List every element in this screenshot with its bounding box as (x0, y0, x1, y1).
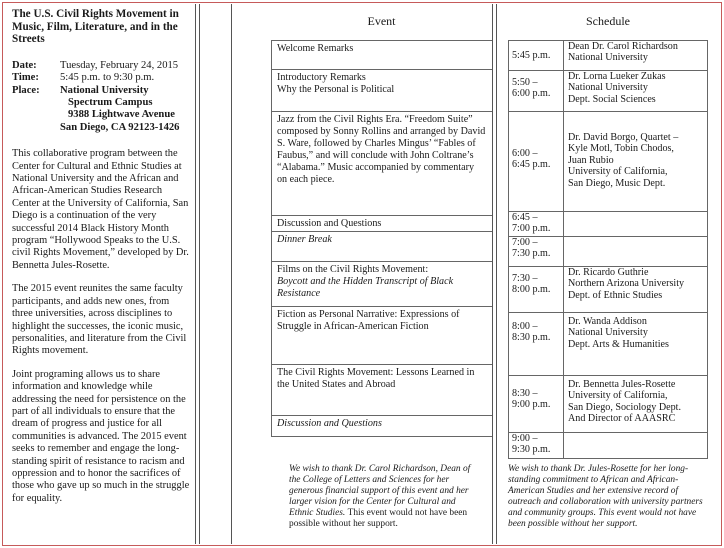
intro-paragraph: The 2015 event reunites the same faculty participants, and adds new ones, from three universities, across disciplines to highlight the successes, the iconic music, personalities, and literature from the Civil Rights movement. (12, 283, 187, 357)
schedule-row (508, 375, 708, 432)
schedule-presenter: Dr. David Borgo, Quartet – Kyle Motl, Tobin Chodos, Juan Rubio University of California, San Diego, Music Dept. (564, 112, 708, 211)
thanks-note-dean: We wish to thank Dr. Carol Richardson, Dean of the College of Letters and Sciences for her generous financial support of this event and her larger vision for the Center for Cultural and Ethnic Studies. This event would not have been possible without her support. (289, 464, 471, 529)
schedule-time: 6:45 – 7:00 p.m. (508, 212, 564, 236)
intro-column (12, 8, 190, 516)
fold-line-1 (195, 4, 200, 544)
schedule-row (508, 40, 708, 70)
schedule-time: 7:30 – 8:00 p.m. (508, 267, 564, 312)
schedule-time: 8:30 – 9:00 p.m. (508, 376, 564, 432)
intro-paragraph: Joint programing allows us to share information and knowledge while addressing the need for persistence on the part of all individuals to ensure that the dream of progress and justice for all communities is advanced. The 2015 event seeks to remember and engage the long-standing spirit of resistance to racism and oppression and to honor the sacrifices of those who gave up so much in the struggle for equality. (12, 368, 190, 504)
fold-line-2 (492, 4, 497, 544)
schedule-table (508, 40, 708, 459)
date-label: Date: (12, 59, 37, 71)
time-label: Time: (12, 72, 39, 84)
event-item: Introductory Remarks Why the Personal is Political (271, 69, 492, 111)
schedule-row (508, 432, 708, 459)
schedule-time: 8:00 – 8:30 p.m. (508, 313, 564, 375)
schedule-presenter (564, 433, 708, 458)
schedule-time: 9:00 – 9:30 p.m. (508, 433, 564, 458)
schedule-presenter: Dr. Ricardo Guthrie Northern Arizona University Dept. of Ethnic Studies (564, 267, 708, 312)
schedule-row (508, 312, 708, 375)
schedule-presenter (564, 237, 708, 266)
schedule-presenter: Dean Dr. Carol Richardson National University (564, 41, 708, 70)
schedule-presenter: Dr. Bennetta Jules-Rosette University of California, San Diego, Sociology Dept. And Director of AAASRC (564, 376, 708, 432)
event-item: Fiction as Personal Narrative: Expressions of Struggle in African-American Fiction (271, 306, 492, 364)
thanks-note-jules-rosette: We wish to thank Dr. Jules-Rosette for her long-standing commitment to African and African-American Studies and her extensive record of outreach and collaboration with university partners and community groups. This event would not have been possible without her support. (508, 464, 703, 529)
event-item: The Civil Rights Movement: Lessons Learned in the United States and Abroad (271, 364, 492, 415)
place-line: 9388 Lightwave Avenue (68, 109, 175, 121)
schedule-heading: Schedule (586, 14, 630, 28)
place-line: National University (60, 84, 149, 96)
schedule-presenter: Dr. Wanda Addison National University Dept. Arts & Humanities (564, 313, 708, 375)
event-item: Jazz from the Civil Rights Era. “Freedom Suite” composed by Sonny Rollins and arranged by David S. Ware, followed by Charles Mingus’ “Fables of Faubus,” and will conclude with John Coltrane’s “Alabama.” Music accompanied by commentary on each piece. (271, 111, 492, 215)
schedule-time: 6:00 – 6:45 p.m. (508, 112, 564, 211)
schedule-row (508, 70, 708, 111)
schedule-row (508, 236, 708, 266)
event-list (271, 40, 492, 437)
schedule-time: 7:00 – 7:30 p.m. (508, 237, 564, 266)
schedule-time: 5:50 – 6:00 p.m. (508, 71, 564, 111)
time-value: 5:45 p.m. to 9:30 p.m. (60, 72, 155, 84)
event-item: Films on the Civil Rights Movement: Boycott and the Hidden Transcript of Black Resistance (271, 261, 492, 306)
place-line: San Diego, CA 92123-1426 (60, 121, 180, 133)
schedule-time: 5:45 p.m. (508, 41, 564, 70)
schedule-row (508, 211, 708, 236)
page-title: The U.S. Civil Rights Movement in Music, Film, Literature, and in the Streets (12, 8, 179, 46)
event-heading: Event (367, 14, 396, 28)
intro-paragraph: This collaborative program between the Center for Cultural and Ethnic Studies at National University and the African and African-American Studies Research Center at the University of California, San Diego is a continuation of the very successful 2014 Black History Month program “Hollywood Speaks to the U.S. civil Rights Movement,” developed by Dr. Bennetta Jules-Rosette. (12, 148, 189, 271)
place-line: Spectrum Campus (68, 97, 153, 108)
place-label: Place: (12, 84, 40, 96)
event-item: Welcome Remarks (271, 40, 492, 69)
schedule-presenter (564, 212, 708, 236)
fold-line-1b (231, 4, 232, 544)
schedule-presenter: Dr. Lorna Lueker Zukas National University Dept. Social Sciences (564, 71, 708, 111)
event-item: Discussion and Questions (271, 415, 492, 437)
event-item: Dinner Break (271, 231, 492, 261)
event-details (12, 60, 190, 134)
event-item: Discussion and Questions (271, 215, 492, 231)
schedule-row (508, 111, 708, 211)
schedule-row (508, 266, 708, 312)
date-value: Tuesday, February 24, 2015 (60, 59, 179, 71)
